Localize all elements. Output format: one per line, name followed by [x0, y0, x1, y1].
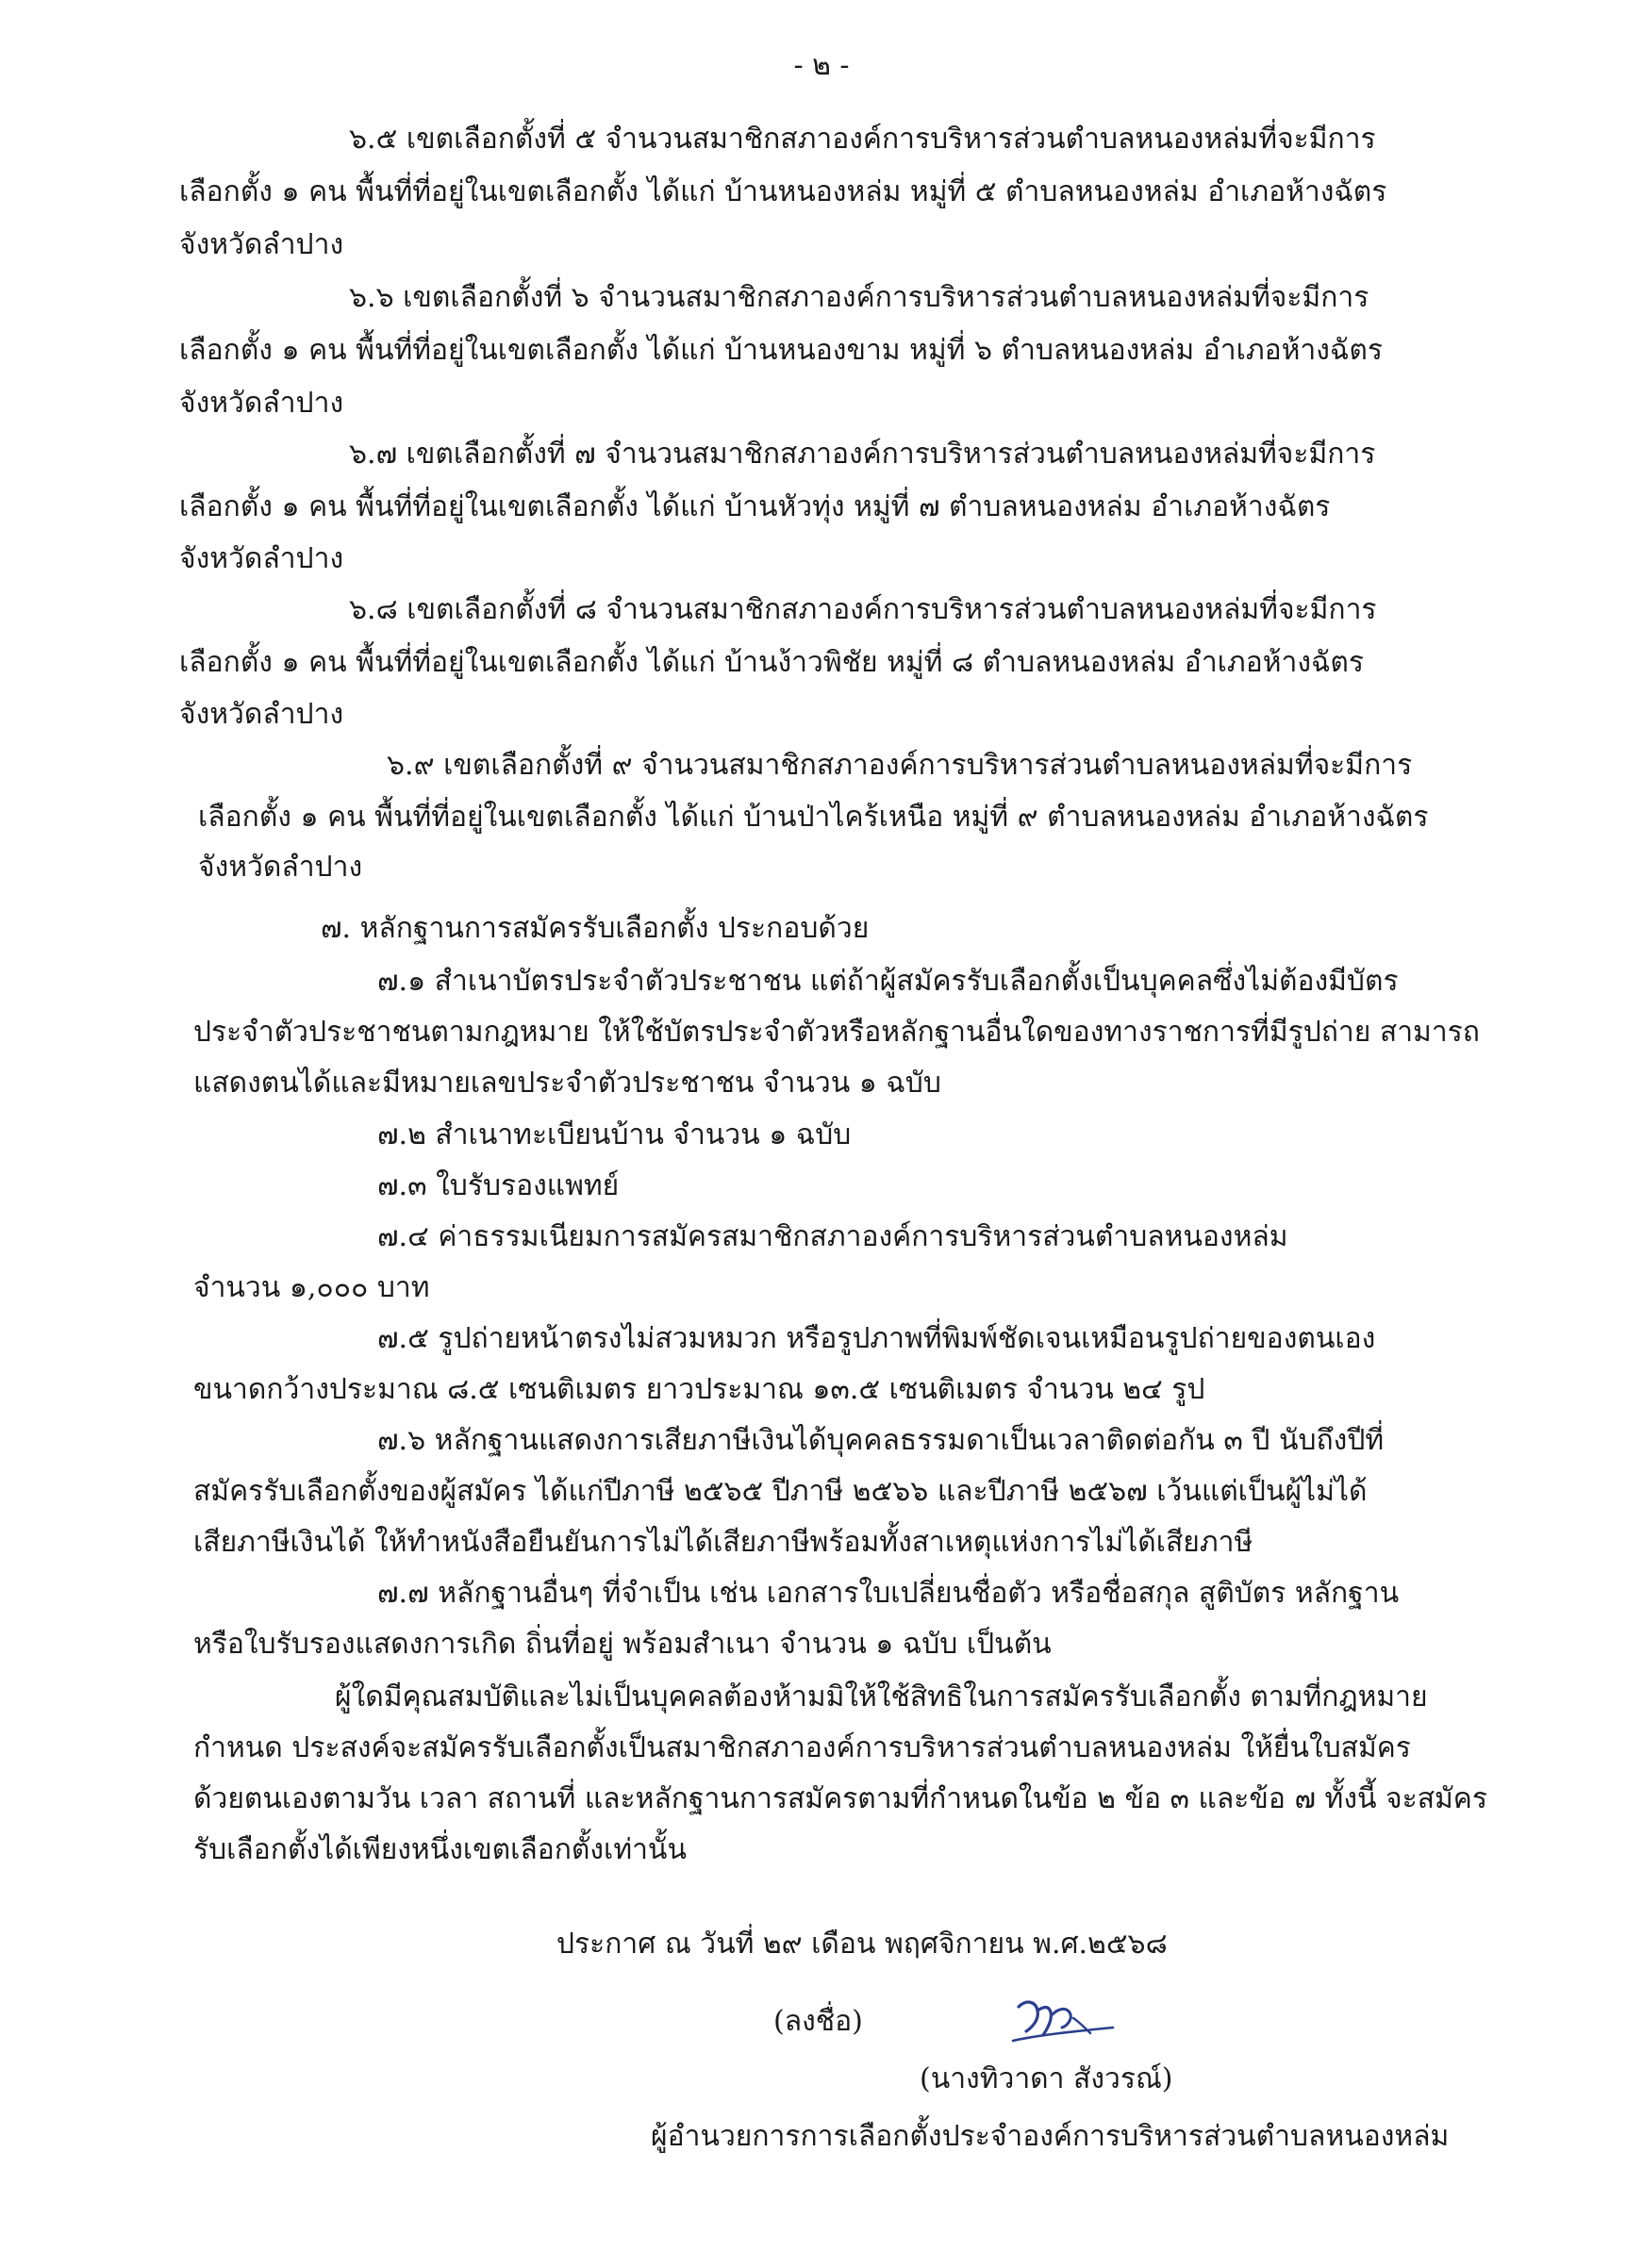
closing-line1: ผู้ใดมีคุณสมบัติและไม่เป็นบุคคลต้องห้ามมิให้ใช้สิทธิในการสมัครรับเลือกตั้ง ตามที่กฎหมาย: [335, 1680, 1428, 1713]
item-7-5-line1: ๗.๕ รูปถ่ายหน้าตรงไม่สวมหมวก หรือรูปภาพที่พิมพ์ชัดเจนเหมือนรูปถ่ายของตนเอง: [377, 1322, 1376, 1355]
signatory-title: ผู้อำนวยการการเลือกตั้งประจำองค์การบริหารส่วนตำบลหนองหล่ม: [651, 2120, 1450, 2153]
closing-line4: รับเลือกตั้งได้เพียงหนึ่งเขตเลือกตั้งเท่านั้น: [193, 1833, 687, 1866]
closing-line3: ด้วยตนเองตามวัน เวลา สถานที่ และหลักฐานการสมัครตามที่กำหนดในข้อ ๒ ข้อ ๓ และข้อ ๗ ทั้งนี้ จะสมัคร: [193, 1782, 1487, 1815]
item-7-4-line1: ๗.๔ ค่าธรรมเนียมการสมัครสมาชิกสภาองค์การบริหารส่วนตำบลหนองหล่ม: [377, 1220, 1288, 1253]
item-7-7-line2: หรือใบรับรองแสดงการเกิด ถิ่นที่อยู่ พร้อมสำเนา จำนวน ๑ ฉบับ เป็นต้น: [193, 1628, 1052, 1661]
announcement-date: ประกาศ ณ วันที่ ๒๙ เดือน พฤศจิกายน พ.ศ.๒๕๖๘: [556, 1928, 1168, 1961]
section-6-6-line3: จังหวัดลำปาง: [179, 387, 344, 420]
section-7-heading: ๗. หลักฐานการสมัครรับเลือกตั้ง ประกอบด้วย: [321, 912, 870, 945]
item-7-6-line1: ๗.๖ หลักฐานแสดงการเสียภาษีเงินได้บุคคลธรรมดาเป็นเวลาติดต่อกัน ๓ ปี นับถึงปีที่: [377, 1424, 1385, 1457]
section-6-8-line1: ๖.๘ เขตเลือกตั้งที่ ๘ จำนวนสมาชิกสภาองค์การบริหารส่วนตำบลหนองหล่มที่จะมีการ: [349, 593, 1377, 626]
section-6-8-line3: จังหวัดลำปาง: [179, 698, 344, 731]
section-6-6-line2: เลือกตั้ง ๑ คน พื้นที่ที่อยู่ในเขตเลือกตั้ง ได้แก่ บ้านหนองขาม หมู่ที่ ๖ ตำบลหนองหล่ม อำเภอห้างฉัตร: [179, 334, 1383, 367]
item-7-2: ๗.๒ สำเนาทะเบียนบ้าน จำนวน ๑ ฉบับ: [377, 1118, 852, 1151]
section-6-5-line1: ๖.๕ เขตเลือกตั้งที่ ๕ จำนวนสมาชิกสภาองค์การบริหารส่วนตำบลหนองหล่มที่จะมีการ: [349, 123, 1376, 156]
section-6-7-line2: เลือกตั้ง ๑ คน พื้นที่ที่อยู่ในเขตเลือกตั้ง ได้แก่ บ้านหัวทุ่ง หมู่ที่ ๗ ตำบลหนองหล่ม อำเภอห้างฉัตร: [179, 490, 1331, 523]
page-number: - ๒ -: [793, 49, 850, 82]
section-6-9-line2: เลือกตั้ง ๑ คน พื้นที่ที่อยู่ในเขตเลือกตั้ง ได้แก่ บ้านป่าไคร้เหนือ หมู่ที่ ๙ ตำบลหนองหล่ม อำเภอห้างฉัตร: [198, 801, 1429, 834]
item-7-6-line3: เสียภาษีเงินได้ ให้ทำหนังสือยืนยันการไม่ได้เสียภาษีพร้อมทั้งสาเหตุแห่งการไม่ได้เสียภาษี: [193, 1526, 1253, 1559]
item-7-1-line2: ประจำตัวประชาชนตามกฎหมาย ให้ใช้บัตรประจำตัวหรือหลักฐานอื่นใดของทางราชการที่มีรูปถ่าย สามารถ: [193, 1016, 1480, 1049]
item-7-6-line2: สมัครรับเลือกตั้งของผู้สมัคร ได้แก่ปีภาษี ๒๕๖๕ ปีภาษี ๒๕๖๖ และปีภาษี ๒๕๖๗ เว้นแต่เป็นผู้ไม่ได้: [193, 1475, 1368, 1508]
section-6-8-line2: เลือกตั้ง ๑ คน พื้นที่ที่อยู่ในเขตเลือกตั้ง ได้แก่ บ้านง้าวพิชัย หมู่ที่ ๘ ตำบลหนองหล่ม อำเภอห้างฉัตร: [179, 646, 1365, 679]
signature-graphic: [1000, 1990, 1122, 2056]
section-6-5-line3: จังหวัดลำปาง: [179, 228, 344, 261]
item-7-5-line2: ขนาดกว้างประมาณ ๘.๕ เซนติเมตร ยาวประมาณ ๑๓.๕ เซนติเมตร จำนวน ๒๔ รูป: [193, 1373, 1205, 1406]
signatory-name: (นางทิวาดา สังวรณ์): [920, 2062, 1173, 2095]
handwritten-signature: [1000, 1990, 1122, 2056]
item-7-4-line2: จำนวน ๑,๐๐๐ บาท: [193, 1271, 430, 1304]
item-7-1-line3: แสดงตนได้และมีหมายเลขประจำตัวประชาชน จำนวน ๑ ฉบับ: [193, 1067, 941, 1100]
section-6-5-line2: เลือกตั้ง ๑ คน พื้นที่ที่อยู่ในเขตเลือกตั้ง ได้แก่ บ้านหนองหล่ม หมู่ที่ ๕ ตำบลหนองหล่ม อำเภอห้างฉัตร: [179, 175, 1387, 208]
section-6-9-line1: ๖.๙ เขตเลือกตั้งที่ ๙ จำนวนสมาชิกสภาองค์การบริหารส่วนตำบลหนองหล่มที่จะมีการ: [387, 749, 1413, 782]
section-6-9-line3: จังหวัดลำปาง: [198, 851, 363, 884]
item-7-3: ๗.๓ ใบรับรองแพทย์: [377, 1169, 620, 1202]
closing-line2: กำหนด ประสงค์จะสมัครรับเลือกตั้งเป็นสมาชิกสภาองค์การบริหารส่วนตำบลหนองหล่ม ให้ยื่นใบสมัคร: [193, 1731, 1411, 1764]
signed-label: (ลงชื่อ): [773, 2005, 863, 2038]
section-6-7-line1: ๖.๗ เขตเลือกตั้งที่ ๗ จำนวนสมาชิกสภาองค์การบริหารส่วนตำบลหนองหล่มที่จะมีการ: [349, 438, 1376, 471]
section-6-7-line3: จังหวัดลำปาง: [179, 542, 344, 575]
section-6-6-line1: ๖.๖ เขตเลือกตั้งที่ ๖ จำนวนสมาชิกสภาองค์การบริหารส่วนตำบลหนองหล่มที่จะมีการ: [349, 281, 1369, 314]
item-7-7-line1: ๗.๗ หลักฐานอื่นๆ ที่จำเป็น เช่น เอกสารใบเปลี่ยนชื่อตัว หรือชื่อสกุล สูติบัตร หลักฐาน: [377, 1577, 1400, 1610]
item-7-1-line1: ๗.๑ สำเนาบัตรประจำตัวประชาชน แต่ถ้าผู้สมัครรับเลือกตั้งเป็นบุคคลซึ่งไม่ต้องมีบัตร: [377, 965, 1399, 998]
